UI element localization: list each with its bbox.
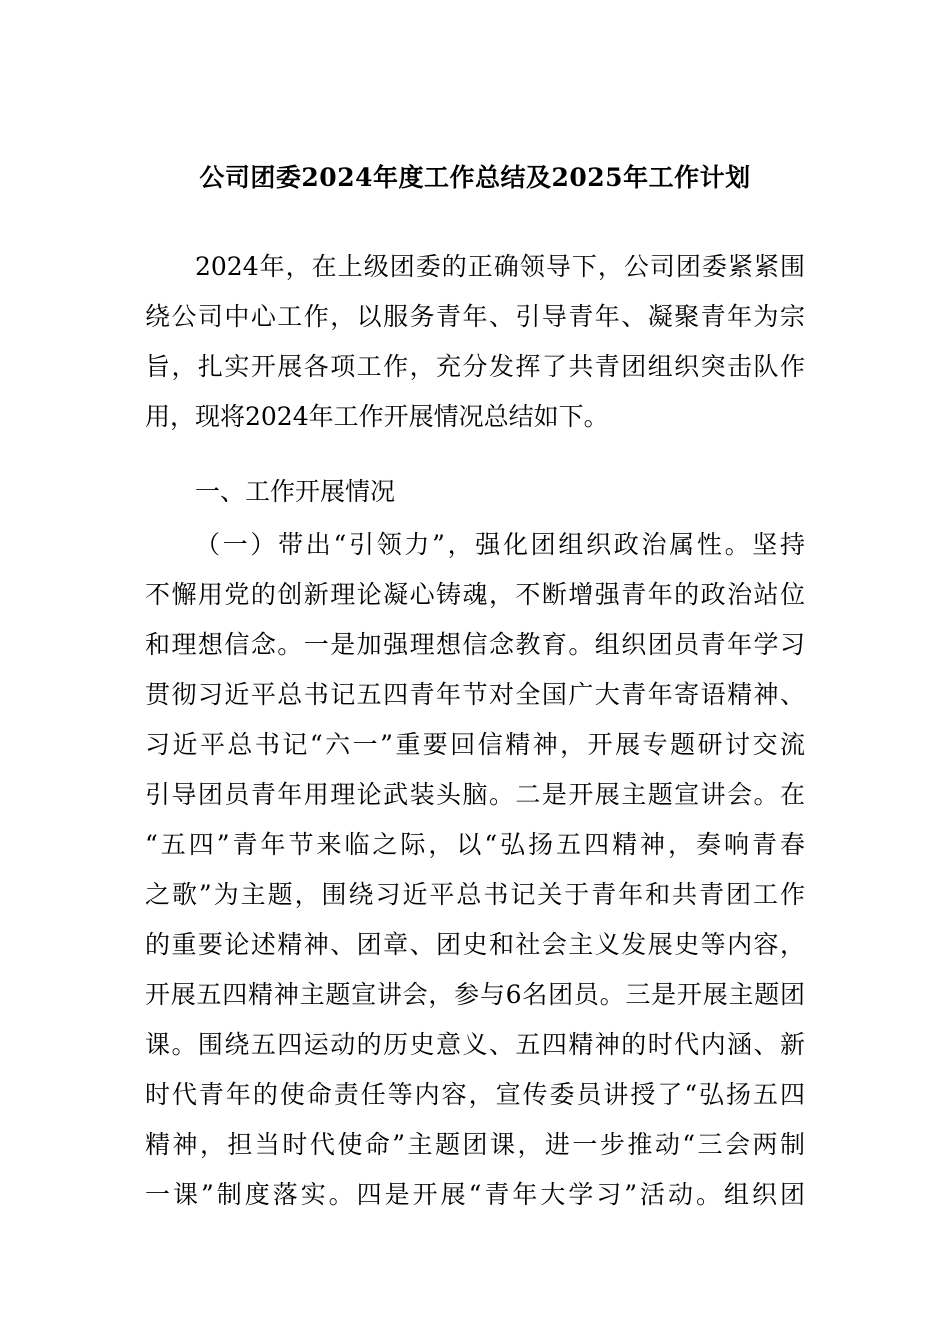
- paragraph-line: （一）带出“引领力”，强化团组织政治属性。坚持: [195, 530, 805, 559]
- paragraph-line: 的重要论述精神、团章、团史和社会主义发展史等内容，: [145, 930, 805, 959]
- paragraph-line: 引导团员青年用理论武装头脑。二是开展主题宣讲会。在: [145, 780, 805, 809]
- section-heading: 一、工作开展情况: [195, 477, 396, 506]
- paragraph-line: 开展五四精神主题宣讲会，参与6名团员。三是开展主题团: [145, 980, 805, 1009]
- paragraph-line: 贯彻习近平总书记五四青年节对全国广大青年寄语精神、: [145, 680, 805, 709]
- paragraph-line: 用，现将2024年工作开展情况总结如下。: [145, 402, 609, 431]
- paragraph-line: 一课”制度落实。四是开展“青年大学习”活动。组织团: [145, 1180, 805, 1209]
- paragraph-line: 2024年，在上级团委的正确领导下，公司团委紧紧围: [195, 252, 805, 281]
- paragraph-line: 精神，担当时代使命”主题团课，进一步推动“三会两制: [145, 1130, 805, 1159]
- document-title: 公司团委2024年度工作总结及2025年工作计划: [199, 163, 751, 192]
- paragraph-line: 和理想信念。一是加强理想信念教育。组织团员青年学习: [145, 630, 805, 659]
- paragraph-line: 课。围绕五四运动的历史意义、五四精神的时代内涵、新: [145, 1030, 805, 1059]
- paragraph-line: 之歌”为主题，围绕习近平总书记关于青年和共青团工作: [145, 880, 805, 909]
- paragraph-line: 旨，扎实开展各项工作，充分发挥了共青团组织突击队作: [145, 352, 805, 381]
- paragraph-line: 绕公司中心工作，以服务青年、引导青年、凝聚青年为宗: [145, 302, 805, 331]
- paragraph-line: 时代青年的使命责任等内容，宣传委员讲授了“弘扬五四: [145, 1080, 805, 1109]
- paragraph-line: 不懈用党的创新理论凝心铸魂，不断增强青年的政治站位: [145, 580, 805, 609]
- paragraph-line: “五四”青年节来临之际，以“弘扬五四精神，奏响青春: [145, 830, 805, 859]
- paragraph-line: 习近平总书记“六一”重要回信精神，开展专题研讨交流: [145, 730, 805, 759]
